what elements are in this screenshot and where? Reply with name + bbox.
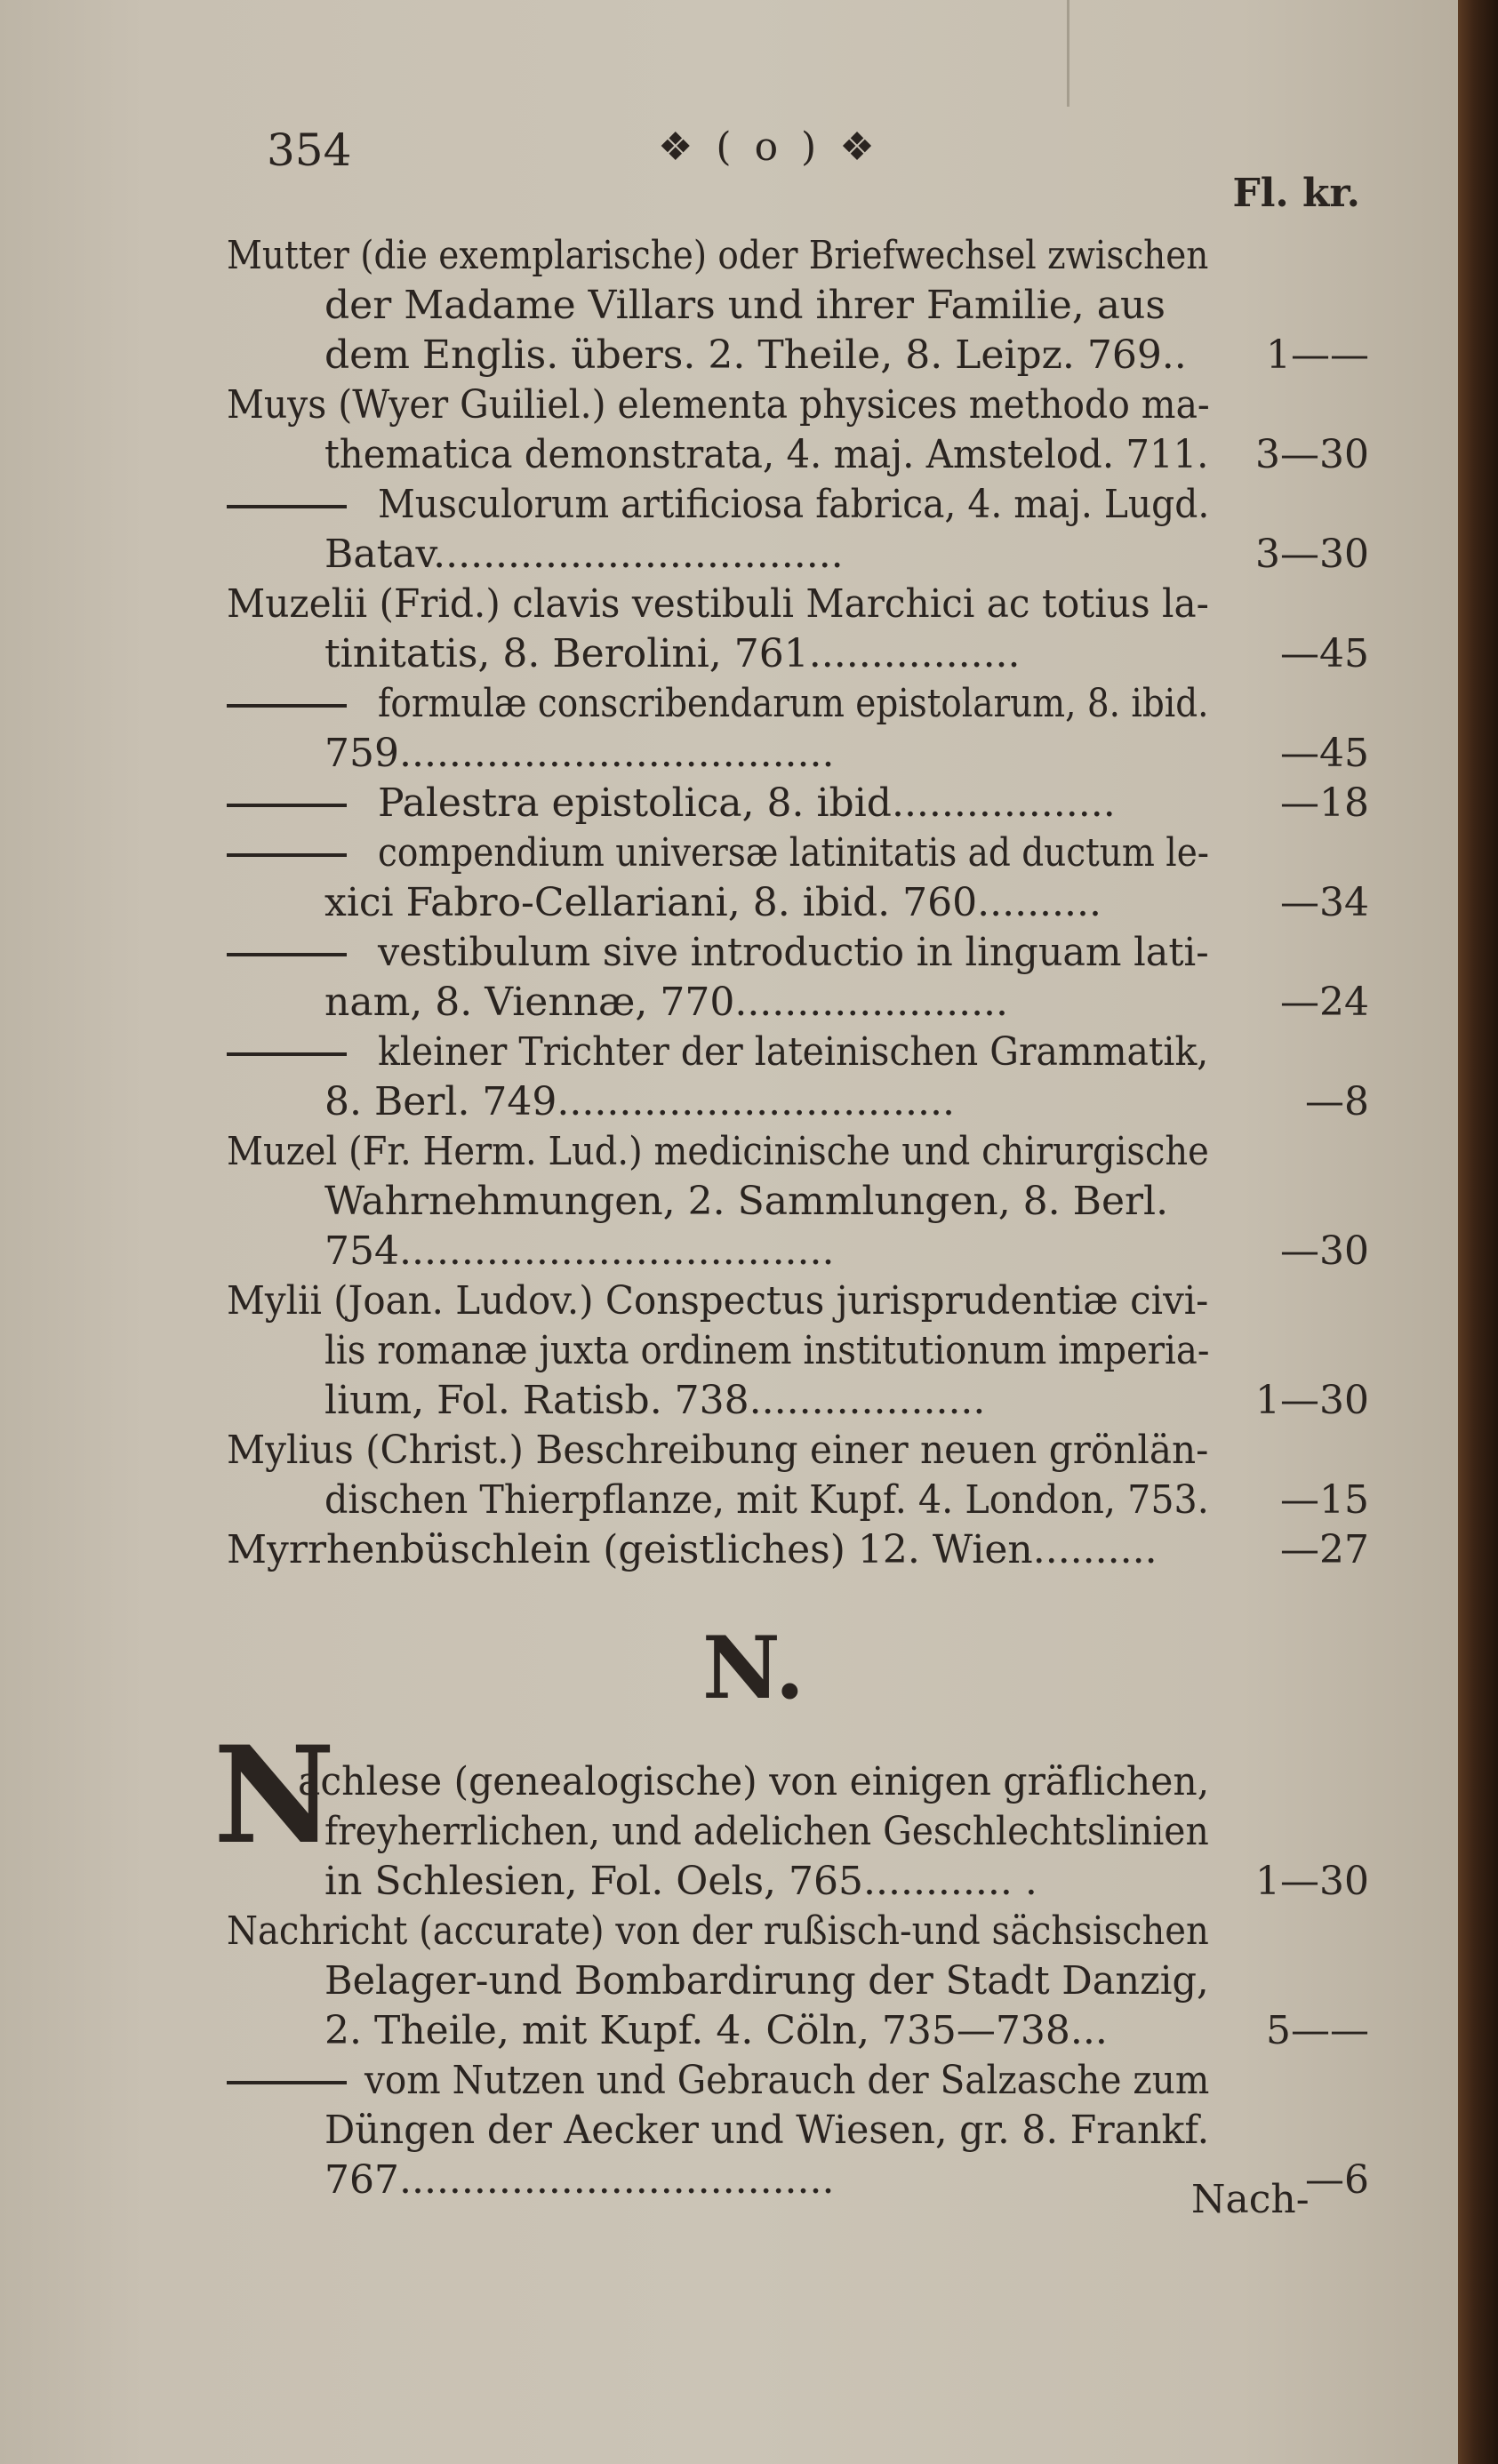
list-item <box>0 329 1458 382</box>
entry-text: in Schlesien, Fol. Oels, 765............ . <box>324 1859 1037 1904</box>
list-item <box>0 1125 1458 1179</box>
ditto-dash <box>227 804 347 807</box>
list-item <box>0 379 1458 432</box>
entry-price: —15 <box>1280 1477 1369 1523</box>
entry-price: —18 <box>1280 780 1369 826</box>
list-item <box>0 926 1458 980</box>
list-item <box>0 1324 1458 1378</box>
drop-cap: N <box>213 1717 336 1874</box>
list-item <box>0 827 1458 880</box>
entry-text: lium, Fol. Ratisb. 738................... <box>324 1378 986 1423</box>
entry-text: Muzel (Fr. Herm. Lud.) medicinische und chirurgische <box>227 1129 1209 1174</box>
list-item <box>0 1805 1458 1859</box>
entry-text: 754................................... <box>324 1228 835 1274</box>
list-item <box>0 976 1458 1029</box>
entry-price: —8 <box>1305 1079 1369 1124</box>
list-item <box>0 777 1458 830</box>
ditto-dash <box>227 853 347 857</box>
entry-text: 2. Theile, mit Kupf. 4. Cöln, 735—738... <box>324 2008 1108 2053</box>
entry-price: —27 <box>1280 1527 1369 1572</box>
list-item <box>0 1424 1458 1477</box>
entry-text: Batav................................. <box>324 532 844 577</box>
list-item <box>0 2004 1458 2058</box>
list-item <box>0 1374 1458 1428</box>
list-item <box>0 1175 1458 1228</box>
entry-text: lis romanæ juxta ordinem institutionum imperia- <box>324 1328 1210 1373</box>
entry-text: formulæ conscribendarum epistolarum, 8. ibid. <box>378 681 1209 726</box>
list-item <box>0 279 1458 332</box>
currency-header: Fl. kr. <box>1232 171 1360 216</box>
list-item <box>0 628 1458 681</box>
entry-price: 3—30 <box>1255 432 1369 477</box>
entry-price: —24 <box>1280 980 1369 1025</box>
entry-text: kleiner Trichter der lateinischen Grammatik, <box>378 1029 1209 1075</box>
list-item <box>0 677 1458 731</box>
entry-text: compendium universæ latinitatis ad ductum le- <box>378 830 1209 876</box>
list-item <box>0 1076 1458 1129</box>
list-item <box>0 428 1458 482</box>
ditto-dash <box>227 1052 347 1056</box>
entry-text: dischen Thierpflanze, mit Kupf. 4. London, 753. <box>324 1477 1209 1523</box>
entry-price: —45 <box>1280 631 1369 676</box>
section-heading: N. <box>702 1618 805 1718</box>
entry-text: Mylii (Joan. Ludov.) Conspectus jurisprudentiæ civi- <box>227 1278 1209 1324</box>
entry-text: Muzelii (Frid.) clavis vestibuli Marchici ac totius la- <box>227 581 1209 627</box>
list-item <box>0 1474 1458 1527</box>
list-item <box>0 478 1458 532</box>
entry-price: 1—— <box>1266 332 1369 378</box>
entry-text: vom Nutzen und Gebrauch der Salzasche zum <box>364 2058 1210 2103</box>
entry-text: Myrrhenbüschlein (geistliches) 12. Wien.......... <box>227 1527 1158 1572</box>
list-item <box>0 1275 1458 1328</box>
list-item <box>0 1026 1458 1079</box>
entry-price: 1—30 <box>1255 1859 1369 1904</box>
entry-text: Wahrnehmungen, 2. Sammlungen, 8. Berl. <box>324 1179 1169 1224</box>
entry-text: xici Fabro-Cellariani, 8. ibid. 760.......... <box>324 880 1101 925</box>
ditto-dash <box>227 505 347 508</box>
header-ornament: ❖ ( o ) ❖ <box>658 124 880 170</box>
page-number: 354 <box>267 124 352 176</box>
entry-price: —34 <box>1280 880 1369 925</box>
entry-text: 767................................... <box>324 2157 835 2203</box>
page-header <box>267 124 1360 216</box>
entry-text: Muys (Wyer Guiliel.) elementa physices methodo ma- <box>227 382 1210 428</box>
entry-text: Nachricht (accurate) von der rußisch-und sächsischen <box>227 1908 1209 1954</box>
entry-text: der Madame Villars und ihrer Familie, aus <box>324 283 1166 328</box>
ditto-dash <box>227 953 347 956</box>
list-item <box>0 1756 1458 1809</box>
entry-price: 1—30 <box>1255 1378 1369 1423</box>
page-crease <box>1067 0 1069 107</box>
entry-text: nam, 8. Viennæ, 770...................... <box>324 980 1009 1025</box>
entry-text: 8. Berl. 749................................ <box>324 1079 955 1124</box>
entry-text: Belager-und Bombardirung der Stadt Danzig, <box>324 1958 1209 2004</box>
catchword: Nach- <box>1191 2177 1310 2222</box>
list-item <box>0 2104 1458 2157</box>
list-item <box>0 1905 1458 1958</box>
entry-price: —45 <box>1280 731 1369 776</box>
entry-price: —6 <box>1305 2157 1369 2203</box>
entry-price: 5—— <box>1266 2008 1369 2053</box>
list-item <box>0 2054 1458 2108</box>
entry-text: Musculorum artificiosa fabrica, 4. maj. Lugd. <box>378 482 1210 527</box>
list-item <box>0 1225 1458 1278</box>
entry-text: 759................................... <box>324 731 835 776</box>
list-item <box>0 1955 1458 2008</box>
list-item <box>0 876 1458 930</box>
ditto-dash <box>227 2081 347 2084</box>
list-item <box>0 229 1458 283</box>
list-item <box>0 727 1458 780</box>
list-item <box>0 528 1458 581</box>
ditto-dash <box>227 704 347 708</box>
entry-text: tinitatis, 8. Berolini, 761................. <box>324 631 1021 676</box>
list-item <box>0 1524 1458 1577</box>
entry-text: vestibulum sive introductio in linguam lati- <box>378 930 1209 975</box>
entry-text: freyherrlichen, und adelichen Geschlechtslinien <box>324 1809 1209 1854</box>
list-item <box>0 1855 1458 1908</box>
entry-text: thematica demonstrata, 4. maj. Amstelod. 711. <box>324 432 1209 477</box>
entry-text: Palestra epistolica, 8. ibid.................. <box>378 780 1116 826</box>
list-item <box>0 578 1458 631</box>
entry-text: achlese (genealogische) von einigen gräflichen, <box>298 1759 1210 1804</box>
book-binding <box>1458 0 1498 2464</box>
entry-text: Düngen der Aecker und Wiesen, gr. 8. Frankf. <box>324 2108 1210 2153</box>
entry-text: Mutter (die exemplarische) oder Briefwechsel zwischen <box>227 233 1209 278</box>
entry-text: Mylius (Christ.) Beschreibung einer neuen grönlän- <box>227 1428 1209 1473</box>
entry-price: 3—30 <box>1255 532 1369 577</box>
entry-text: dem Englis. übers. 2. Theile, 8. Leipz. 769.. <box>324 332 1187 378</box>
entry-price: —30 <box>1280 1228 1369 1274</box>
